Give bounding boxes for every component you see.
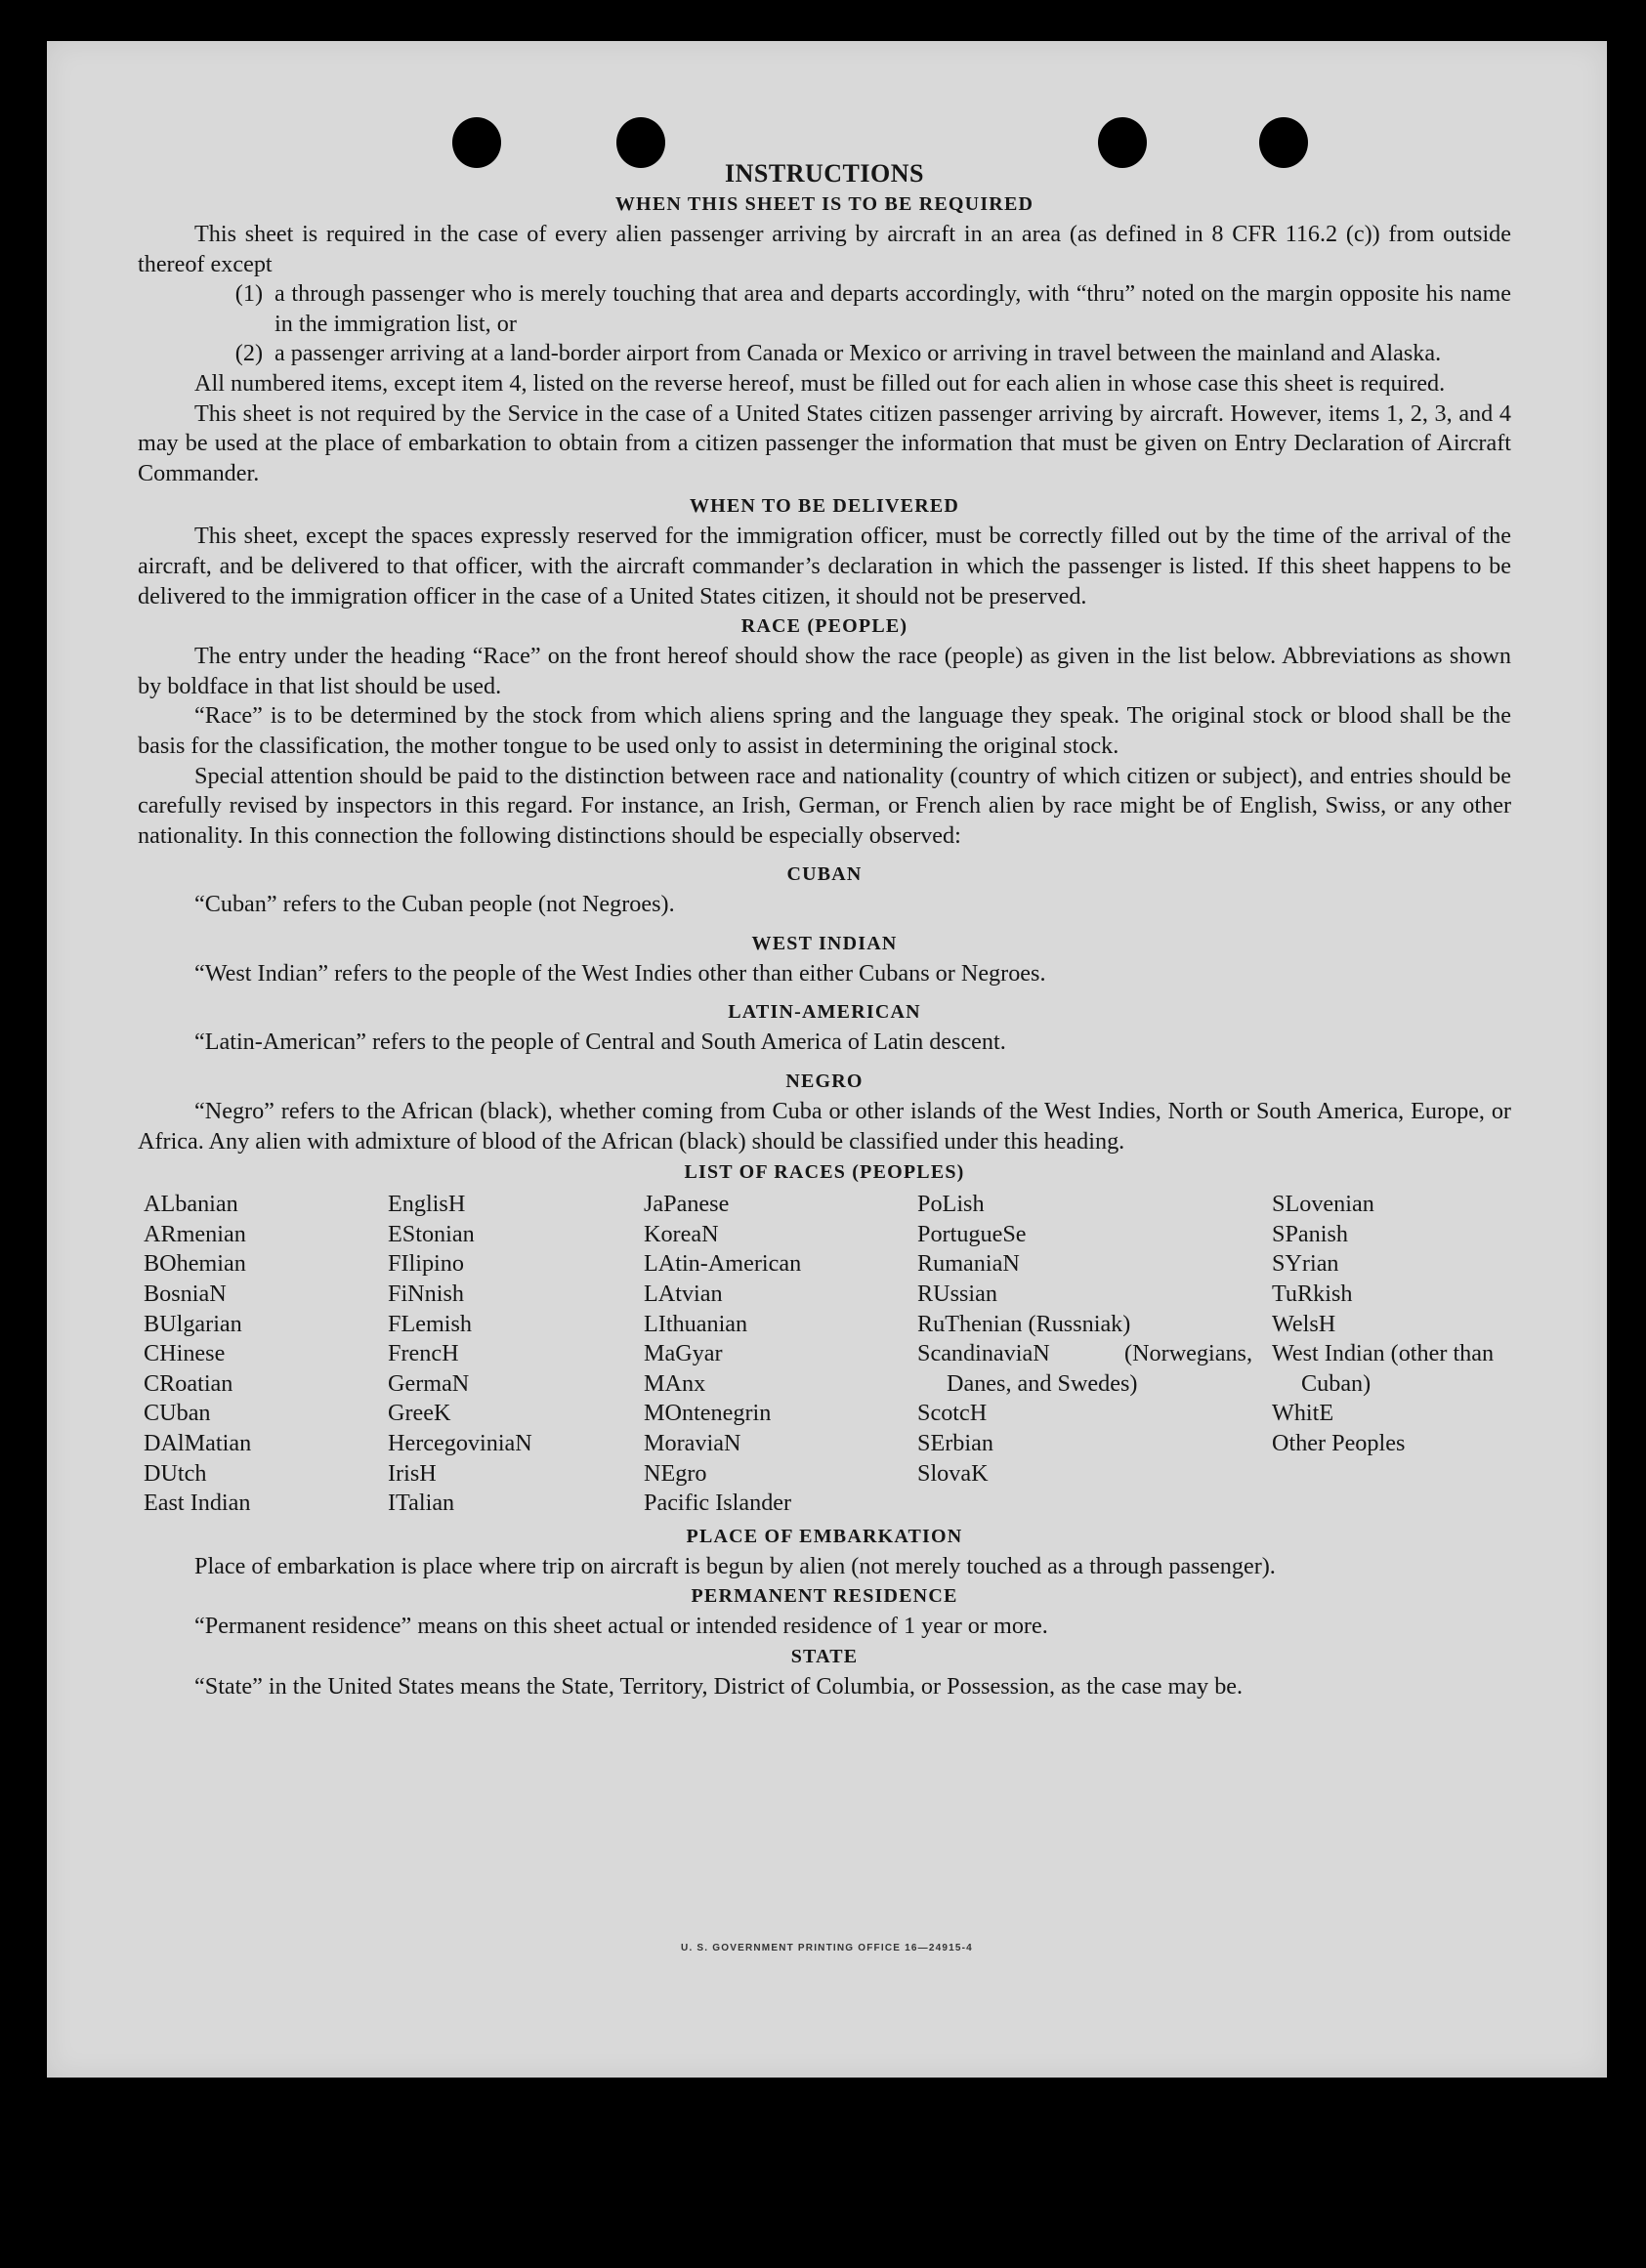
race-entry: RUssian: [917, 1281, 997, 1308]
race-entry: KoreaN: [644, 1220, 719, 1247]
race-entry: PortugueSe: [917, 1220, 1027, 1247]
section-heading-race: RACE (PEOPLE): [740, 615, 908, 638]
section-heading-west-indian: WEST INDIAN: [751, 932, 898, 954]
section-heading-delivered: WHEN TO BE DELIVERED: [689, 495, 960, 518]
section-heading-required: WHEN THIS SHEET IS TO BE REQUIRED: [614, 193, 1034, 215]
page-title: INSTRUCTIONS: [725, 159, 924, 188]
race-entry: JaPanese: [644, 1191, 730, 1218]
race-entry: DAlMatian: [144, 1430, 252, 1456]
race-entry: ARmenian: [144, 1220, 246, 1247]
race-entry: MaGyar: [644, 1340, 723, 1367]
paragraph: This sheet is not required by the Service in the case of a United States citizen passenger arriving by aircraft. However, items 1, 2, 3, and 4 may be used at the place of embarkation to obtain from a citizen passenger the information that must be given on Entry Declaration of Aircraft Commander.: [138, 399, 1511, 486]
races-column: [144, 1190, 388, 1519]
race-entry: WelsH: [1272, 1310, 1336, 1337]
race-entry: LAtvian: [644, 1281, 723, 1308]
exception-item: [138, 279, 1511, 339]
item-text: a passenger arriving at a land-border airport from Canada or Mexico or arriving in travel between the mainland and Alaska.: [274, 340, 1442, 367]
race-entry: CUban: [144, 1400, 211, 1427]
paragraph: “Cuban” refers to the Cuban people (not Negroes).: [194, 891, 675, 918]
exception-item: [138, 339, 1511, 369]
race-entry: BosniaN: [144, 1281, 227, 1308]
paragraph: This sheet is required in the case of every alien passenger arriving by aircraft in an area (as defined in 8 CFR 116.2 (c)) from outside thereof except: [138, 221, 1511, 277]
race-entry: RumaniaN: [917, 1250, 1020, 1278]
paragraph: “West Indian” refers to the people of the West Indies other than either Cubans or Negroes.: [194, 959, 1046, 987]
section-heading-list-of-races: LIST OF RACES (PEOPLES): [684, 1161, 965, 1184]
paragraph: Place of embarkation is place where trip on aircraft is begun by alien (not merely touched as a through passenger).: [194, 1552, 1276, 1579]
section-heading-state: STATE: [790, 1645, 859, 1667]
race-entry: RuThenian (Russniak): [917, 1310, 1131, 1337]
race-entry: FiNnish: [388, 1281, 464, 1308]
paragraph: The entry under the heading “Race” on the front hereof should show the race (people) as given in the list below. Abbreviations as shown by boldface in that list should be used.: [138, 643, 1511, 699]
race-entry: SLovenian: [1272, 1191, 1374, 1218]
race-entry: NEgro: [644, 1459, 707, 1487]
race-entry: SlovaK: [917, 1459, 989, 1487]
race-entry: BOhemian: [144, 1250, 246, 1278]
item-text: a through passenger who is merely touching that area and departs accordingly, with “thru” noted on the margin opposite his name in the immigration list, or: [274, 280, 1511, 337]
item-number: (1): [234, 280, 263, 308]
races-column: [388, 1190, 644, 1519]
race-entry: EnglisH: [388, 1191, 466, 1218]
race-entry: SPanish: [1272, 1220, 1348, 1247]
race-entry: MoraviaN: [644, 1430, 741, 1456]
race-entry: ScandinaviaN (Norwegians, Danes, and Swedes): [917, 1340, 1252, 1397]
printer-imprint: U. S. GOVERNMENT PRINTING OFFICE 16—24915-4: [681, 1943, 973, 1953]
race-entry: CRoatian: [144, 1369, 233, 1397]
paragraph: “Race” is to be determined by the stock from which aliens spring and the language they speak. The original stock or blood shall be the basis for the classification, the mother tongue to be used only to assist in determining the original stock.: [138, 702, 1511, 759]
races-column: [1272, 1190, 1517, 1519]
race-entry: DUtch: [144, 1459, 207, 1487]
paragraph: This sheet, except the spaces expressly reserved for the immigration officer, must be correctly filled out by the time of the arrival of the aircraft, and be delivered to that officer, with the aircraft commander’s declaration in which the passenger is listed. If this sheet happens to be delivered to the immigration officer in the case of a United States citizen, it should not be preserved.: [138, 523, 1511, 609]
race-entry: MAnx: [644, 1369, 706, 1397]
race-entry: Pacific Islander: [644, 1490, 792, 1517]
race-entry: WhitE: [1272, 1400, 1334, 1427]
race-entry: PoLish: [917, 1191, 985, 1218]
section-heading-latin-american: LATIN-AMERICAN: [728, 1001, 921, 1024]
race-entry: BUlgarian: [144, 1310, 242, 1337]
section-heading-residence: PERMANENT RESIDENCE: [691, 1585, 958, 1608]
section-heading-cuban: CUBAN: [786, 863, 863, 886]
race-entry: East Indian: [144, 1490, 251, 1517]
race-entry: MOntenegrin: [644, 1400, 772, 1427]
race-entry: HercegoviniaN: [388, 1430, 532, 1456]
section-heading-embarkation: PLACE OF EMBARKATION: [686, 1525, 963, 1547]
race-entry: Other Peoples: [1272, 1430, 1406, 1456]
race-entry: SErbian: [917, 1430, 993, 1456]
paragraph: All numbered items, except item 4, listed on the reverse hereof, must be filled out for each alien in whose case this sheet is required.: [194, 369, 1446, 397]
race-entry: CHinese: [144, 1340, 226, 1367]
race-entry: TuRkish: [1272, 1281, 1353, 1308]
race-entry: ScotcH: [917, 1400, 988, 1427]
paragraph: “Negro” refers to the African (black), whether coming from Cuba or other islands of the West Indies, North or South America, Europe, or Africa. Any alien with admixture of blood of the African (black) should be classified under this heading.: [138, 1098, 1511, 1155]
race-entry: FIlipino: [388, 1250, 464, 1278]
races-column: [644, 1190, 917, 1519]
race-entry: SYrian: [1272, 1250, 1339, 1278]
section-heading-negro: NEGRO: [785, 1071, 864, 1093]
race-entry: ITalian: [388, 1490, 455, 1517]
race-entry: LIthuanian: [644, 1310, 748, 1337]
document-page: [47, 41, 1607, 2078]
instructions-body: [138, 158, 1511, 1702]
races-column: [917, 1190, 1272, 1519]
paragraph: “State” in the United States means the State, Territory, District of Columbia, or Possession, as the case may be.: [194, 1672, 1244, 1700]
race-entry: GermaN: [388, 1369, 470, 1397]
race-entry: GreeK: [388, 1400, 451, 1427]
race-entry: EStonian: [388, 1220, 475, 1247]
race-entry: West Indian (other than Cuban): [1272, 1340, 1495, 1397]
paragraph: “Latin-American” refers to the people of Central and South America of Latin descent.: [194, 1029, 1006, 1056]
race-entry: FrencH: [388, 1340, 459, 1367]
paragraph: Special attention should be paid to the distinction between race and nationality (country of which citizen or subject), and entries should be carefully revised by inspectors in this regard. For instance, an Irish, German, or French alien by race might be of English, Swiss, or any other nationality. In this connection the following distinctions should be especially observed:: [138, 762, 1511, 849]
item-number: (2): [234, 340, 263, 367]
race-entry: LAtin-American: [644, 1250, 802, 1278]
race-entry: IrisH: [388, 1459, 437, 1487]
races-table: [144, 1190, 1511, 1519]
race-entry: ALbanian: [144, 1191, 238, 1218]
race-entry: FLemish: [388, 1310, 473, 1337]
paragraph: “Permanent residence” means on this sheet actual or intended residence of 1 year or more.: [194, 1613, 1048, 1640]
